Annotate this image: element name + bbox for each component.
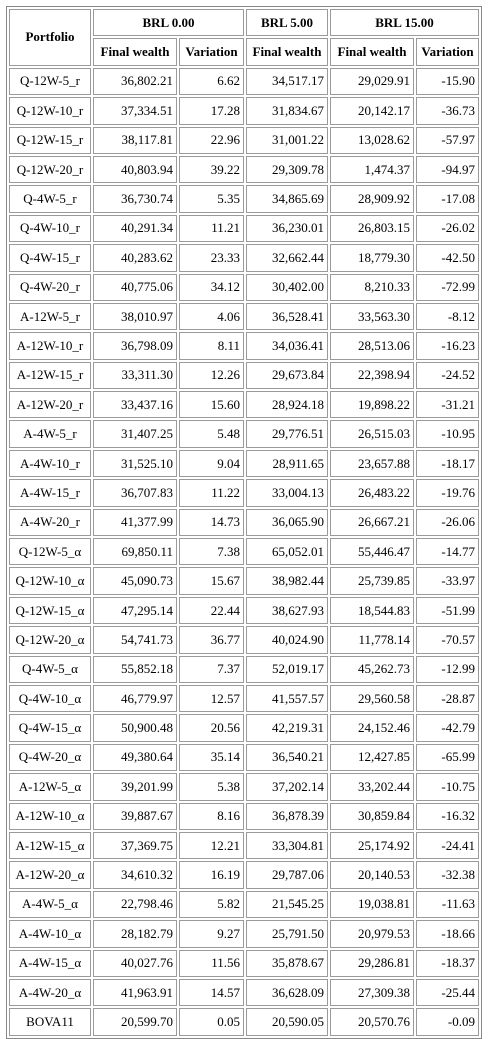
cell-variation-brl-0: 12.26 [179, 362, 244, 389]
cell-final-wealth-brl-15: 23,657.88 [330, 450, 414, 477]
cell-final-wealth-brl-15: 25,174.92 [330, 832, 414, 859]
cell-variation-brl-0: 5.35 [179, 185, 244, 212]
table-row [9, 861, 479, 888]
cell-final-wealth-brl-15: 29,286.81 [330, 950, 414, 977]
cell-final-wealth-brl-15: 33,202.44 [330, 773, 414, 800]
cell-final-wealth-brl-15: 22,398.94 [330, 362, 414, 389]
cell-final-wealth-brl-0: 31,525.10 [93, 450, 177, 477]
cell-final-wealth-brl-15: 30,859.84 [330, 803, 414, 830]
cell-final-wealth-brl-0: 22,798.46 [93, 891, 177, 918]
cell-final-wealth-brl-0: 36,707.83 [93, 479, 177, 506]
cell-variation-brl-15: -24.52 [416, 362, 479, 389]
cell-final-wealth-brl-5: 34,865.69 [246, 185, 328, 212]
cell-final-wealth-brl-0: 38,010.97 [93, 303, 177, 330]
cell-final-wealth-brl-5: 31,001.22 [246, 127, 328, 154]
cell-variation-brl-15: -70.57 [416, 626, 479, 653]
table-row [9, 950, 479, 977]
cell-final-wealth-brl-0: 54,741.73 [93, 626, 177, 653]
cell-final-wealth-brl-5: 33,004.13 [246, 479, 328, 506]
cell-final-wealth-brl-15: 28,909.92 [330, 185, 414, 212]
cell-variation-brl-0: 39.22 [179, 156, 244, 183]
cell-final-wealth-brl-15: 33,563.30 [330, 303, 414, 330]
table-row [9, 479, 479, 506]
cell-final-wealth-brl-5: 42,219.31 [246, 714, 328, 741]
cell-final-wealth-brl-15: 8,210.33 [330, 274, 414, 301]
cell-variation-brl-15: -10.95 [416, 420, 479, 447]
header-group-brl-15: BRL 15.00 [330, 9, 479, 36]
header-final-wealth-brl-15: Final wealth [330, 38, 414, 65]
cell-final-wealth-brl-15: 12,427.85 [330, 744, 414, 771]
cell-portfolio: A-4W-15_α [9, 950, 91, 977]
cell-portfolio: Q-12W-20_α [9, 626, 91, 653]
table-row [9, 979, 479, 1006]
cell-final-wealth-brl-5: 25,791.50 [246, 920, 328, 947]
cell-portfolio: Q-4W-5_r [9, 185, 91, 212]
cell-final-wealth-brl-0: 41,377.99 [93, 509, 177, 536]
cell-final-wealth-brl-5: 20,590.05 [246, 1008, 328, 1035]
cell-variation-brl-0: 15.67 [179, 567, 244, 594]
table-row [9, 362, 479, 389]
cell-final-wealth-brl-5: 40,024.90 [246, 626, 328, 653]
cell-final-wealth-brl-0: 40,291.34 [93, 215, 177, 242]
cell-final-wealth-brl-15: 1,474.37 [330, 156, 414, 183]
cell-final-wealth-brl-0: 33,437.16 [93, 391, 177, 418]
cell-final-wealth-brl-5: 36,878.39 [246, 803, 328, 830]
cell-variation-brl-15: -8.12 [416, 303, 479, 330]
cell-variation-brl-15: -0.09 [416, 1008, 479, 1035]
cell-portfolio: Q-4W-20_α [9, 744, 91, 771]
cell-final-wealth-brl-5: 37,202.14 [246, 773, 328, 800]
cell-final-wealth-brl-15: 18,779.30 [330, 244, 414, 271]
cell-variation-brl-15: -42.79 [416, 714, 479, 741]
cell-final-wealth-brl-15: 26,515.03 [330, 420, 414, 447]
cell-variation-brl-0: 9.27 [179, 920, 244, 947]
cell-variation-brl-15: -31.21 [416, 391, 479, 418]
table-row [9, 97, 479, 124]
table-row [9, 803, 479, 830]
cell-portfolio: A-4W-15_r [9, 479, 91, 506]
cell-variation-brl-15: -25.44 [416, 979, 479, 1006]
cell-final-wealth-brl-5: 33,304.81 [246, 832, 328, 859]
cell-variation-brl-0: 12.57 [179, 685, 244, 712]
cell-final-wealth-brl-15: 26,483.22 [330, 479, 414, 506]
cell-portfolio: A-4W-5_α [9, 891, 91, 918]
header-portfolio: Portfolio [9, 9, 91, 66]
table-row [9, 274, 479, 301]
cell-variation-brl-15: -10.75 [416, 773, 479, 800]
cell-variation-brl-15: -15.90 [416, 68, 479, 95]
cell-variation-brl-0: 14.73 [179, 509, 244, 536]
cell-variation-brl-0: 8.16 [179, 803, 244, 830]
cell-final-wealth-brl-15: 11,778.14 [330, 626, 414, 653]
cell-variation-brl-0: 36.77 [179, 626, 244, 653]
cell-variation-brl-15: -18.37 [416, 950, 479, 977]
table-row [9, 891, 479, 918]
cell-final-wealth-brl-15: 24,152.46 [330, 714, 414, 741]
cell-final-wealth-brl-15: 20,140.53 [330, 861, 414, 888]
cell-portfolio: A-12W-20_r [9, 391, 91, 418]
cell-variation-brl-15: -72.99 [416, 274, 479, 301]
cell-final-wealth-brl-15: 25,739.85 [330, 567, 414, 594]
cell-variation-brl-15: -28.87 [416, 685, 479, 712]
cell-final-wealth-brl-0: 45,090.73 [93, 567, 177, 594]
cell-portfolio: A-12W-10_r [9, 332, 91, 359]
header-variation-brl-0: Variation [179, 38, 244, 65]
cell-portfolio: Q-4W-5_α [9, 656, 91, 683]
cell-variation-brl-15: -32.38 [416, 861, 479, 888]
cell-final-wealth-brl-15: 20,979.53 [330, 920, 414, 947]
header-final-wealth-brl-0: Final wealth [93, 38, 177, 65]
cell-variation-brl-15: -16.23 [416, 332, 479, 359]
cell-final-wealth-brl-0: 47,295.14 [93, 597, 177, 624]
cell-variation-brl-15: -24.41 [416, 832, 479, 859]
header-final-wealth-brl-5: Final wealth [246, 38, 328, 65]
cell-portfolio: Q-4W-10_α [9, 685, 91, 712]
cell-variation-brl-15: -18.66 [416, 920, 479, 947]
cell-variation-brl-15: -33.97 [416, 567, 479, 594]
cell-final-wealth-brl-5: 30,402.00 [246, 274, 328, 301]
cell-variation-brl-0: 11.56 [179, 950, 244, 977]
cell-portfolio: Q-4W-15_α [9, 714, 91, 741]
cell-final-wealth-brl-0: 33,311.30 [93, 362, 177, 389]
table-row [9, 567, 479, 594]
cell-final-wealth-brl-5: 35,878.67 [246, 950, 328, 977]
cell-final-wealth-brl-15: 18,544.83 [330, 597, 414, 624]
cell-variation-brl-15: -36.73 [416, 97, 479, 124]
cell-variation-brl-15: -16.32 [416, 803, 479, 830]
cell-variation-brl-15: -42.50 [416, 244, 479, 271]
cell-portfolio: BOVA11 [9, 1008, 91, 1035]
cell-variation-brl-15: -19.76 [416, 479, 479, 506]
cell-variation-brl-0: 8.11 [179, 332, 244, 359]
table-row [9, 685, 479, 712]
cell-final-wealth-brl-5: 32,662.44 [246, 244, 328, 271]
cell-final-wealth-brl-15: 55,446.47 [330, 538, 414, 565]
cell-portfolio: A-4W-5_r [9, 420, 91, 447]
cell-final-wealth-brl-5: 36,065.90 [246, 509, 328, 536]
cell-variation-brl-0: 5.48 [179, 420, 244, 447]
cell-variation-brl-0: 35.14 [179, 744, 244, 771]
cell-final-wealth-brl-15: 26,667.21 [330, 509, 414, 536]
table-header [9, 9, 479, 66]
table-row [9, 215, 479, 242]
table-row [9, 420, 479, 447]
table-row [9, 656, 479, 683]
cell-final-wealth-brl-5: 65,052.01 [246, 538, 328, 565]
cell-variation-brl-15: -17.08 [416, 185, 479, 212]
cell-final-wealth-brl-15: 19,038.81 [330, 891, 414, 918]
cell-final-wealth-brl-5: 29,673.84 [246, 362, 328, 389]
cell-variation-brl-15: -57.97 [416, 127, 479, 154]
cell-portfolio: Q-12W-20_r [9, 156, 91, 183]
cell-final-wealth-brl-0: 31,407.25 [93, 420, 177, 447]
cell-portfolio: A-12W-15_α [9, 832, 91, 859]
cell-final-wealth-brl-0: 55,852.18 [93, 656, 177, 683]
cell-variation-brl-0: 34.12 [179, 274, 244, 301]
table-row [9, 244, 479, 271]
cell-portfolio: Q-12W-10_α [9, 567, 91, 594]
cell-portfolio: Q-4W-10_r [9, 215, 91, 242]
cell-variation-brl-15: -94.97 [416, 156, 479, 183]
cell-portfolio: A-12W-5_r [9, 303, 91, 330]
cell-portfolio: Q-12W-15_α [9, 597, 91, 624]
cell-final-wealth-brl-5: 38,982.44 [246, 567, 328, 594]
table-row [9, 626, 479, 653]
cell-final-wealth-brl-15: 29,029.91 [330, 68, 414, 95]
cell-portfolio: A-4W-10_r [9, 450, 91, 477]
cell-final-wealth-brl-0: 46,779.97 [93, 685, 177, 712]
cell-variation-brl-0: 15.60 [179, 391, 244, 418]
cell-final-wealth-brl-0: 39,887.67 [93, 803, 177, 830]
cell-final-wealth-brl-0: 39,201.99 [93, 773, 177, 800]
cell-variation-brl-0: 22.44 [179, 597, 244, 624]
cell-portfolio: A-12W-10_α [9, 803, 91, 830]
cell-final-wealth-brl-15: 29,560.58 [330, 685, 414, 712]
cell-variation-brl-0: 0.05 [179, 1008, 244, 1035]
table-row [9, 450, 479, 477]
cell-final-wealth-brl-5: 28,911.65 [246, 450, 328, 477]
cell-final-wealth-brl-5: 36,540.21 [246, 744, 328, 771]
cell-variation-brl-0: 16.19 [179, 861, 244, 888]
cell-variation-brl-0: 11.22 [179, 479, 244, 506]
table-row [9, 832, 479, 859]
cell-final-wealth-brl-0: 36,730.74 [93, 185, 177, 212]
table-row [9, 773, 479, 800]
cell-final-wealth-brl-5: 29,776.51 [246, 420, 328, 447]
cell-portfolio: Q-4W-15_r [9, 244, 91, 271]
cell-final-wealth-brl-0: 41,963.91 [93, 979, 177, 1006]
cell-final-wealth-brl-5: 41,557.57 [246, 685, 328, 712]
cell-final-wealth-brl-0: 20,599.70 [93, 1008, 177, 1035]
cell-final-wealth-brl-15: 13,028.62 [330, 127, 414, 154]
cell-final-wealth-brl-5: 21,545.25 [246, 891, 328, 918]
table-row [9, 744, 479, 771]
cell-portfolio: A-12W-20_α [9, 861, 91, 888]
table-row [9, 185, 479, 212]
table-row [9, 391, 479, 418]
cell-variation-brl-15: -11.63 [416, 891, 479, 918]
cell-final-wealth-brl-5: 36,528.41 [246, 303, 328, 330]
cell-final-wealth-brl-0: 37,369.75 [93, 832, 177, 859]
cell-portfolio: A-4W-20_r [9, 509, 91, 536]
cell-final-wealth-brl-0: 40,283.62 [93, 244, 177, 271]
cell-final-wealth-brl-15: 20,142.17 [330, 97, 414, 124]
table-row [9, 714, 479, 741]
cell-variation-brl-15: -51.99 [416, 597, 479, 624]
results-table-container [6, 6, 482, 1039]
table-row [9, 303, 479, 330]
cell-portfolio: A-12W-5_α [9, 773, 91, 800]
table-row [9, 332, 479, 359]
cell-final-wealth-brl-5: 31,834.67 [246, 97, 328, 124]
results-table [6, 6, 482, 1039]
cell-final-wealth-brl-5: 34,517.17 [246, 68, 328, 95]
cell-variation-brl-15: -26.06 [416, 509, 479, 536]
cell-variation-brl-0: 20.56 [179, 714, 244, 741]
cell-variation-brl-15: -18.17 [416, 450, 479, 477]
table-row [9, 127, 479, 154]
header-group-brl-0: BRL 0.00 [93, 9, 244, 36]
cell-variation-brl-0: 11.21 [179, 215, 244, 242]
cell-variation-brl-0: 5.82 [179, 891, 244, 918]
cell-final-wealth-brl-15: 20,570.76 [330, 1008, 414, 1035]
cell-variation-brl-0: 12.21 [179, 832, 244, 859]
table-row [9, 68, 479, 95]
cell-portfolio: Q-12W-5_r [9, 68, 91, 95]
cell-portfolio: A-4W-20_α [9, 979, 91, 1006]
cell-final-wealth-brl-15: 19,898.22 [330, 391, 414, 418]
table-row [9, 156, 479, 183]
cell-final-wealth-brl-5: 52,019.17 [246, 656, 328, 683]
cell-portfolio: Q-12W-15_r [9, 127, 91, 154]
header-variation-brl-15: Variation [416, 38, 479, 65]
cell-final-wealth-brl-5: 29,309.78 [246, 156, 328, 183]
cell-final-wealth-brl-0: 28,182.79 [93, 920, 177, 947]
cell-variation-brl-15: -26.02 [416, 215, 479, 242]
cell-variation-brl-0: 7.38 [179, 538, 244, 565]
cell-final-wealth-brl-5: 29,787.06 [246, 861, 328, 888]
cell-final-wealth-brl-0: 40,803.94 [93, 156, 177, 183]
table-row [9, 597, 479, 624]
cell-final-wealth-brl-5: 28,924.18 [246, 391, 328, 418]
cell-variation-brl-0: 14.57 [179, 979, 244, 1006]
table-row [9, 538, 479, 565]
table-row [9, 509, 479, 536]
cell-final-wealth-brl-0: 40,027.76 [93, 950, 177, 977]
cell-final-wealth-brl-5: 36,230.01 [246, 215, 328, 242]
cell-portfolio: Q-12W-10_r [9, 97, 91, 124]
cell-variation-brl-15: -65.99 [416, 744, 479, 771]
cell-final-wealth-brl-0: 69,850.11 [93, 538, 177, 565]
cell-final-wealth-brl-5: 34,036.41 [246, 332, 328, 359]
cell-variation-brl-15: -14.77 [416, 538, 479, 565]
cell-final-wealth-brl-5: 38,627.93 [246, 597, 328, 624]
table-row [9, 1008, 479, 1035]
cell-variation-brl-15: -12.99 [416, 656, 479, 683]
cell-final-wealth-brl-15: 28,513.06 [330, 332, 414, 359]
cell-final-wealth-brl-0: 36,798.09 [93, 332, 177, 359]
cell-portfolio: Q-12W-5_α [9, 538, 91, 565]
cell-variation-brl-0: 6.62 [179, 68, 244, 95]
cell-portfolio: Q-4W-20_r [9, 274, 91, 301]
cell-final-wealth-brl-0: 34,610.32 [93, 861, 177, 888]
cell-final-wealth-brl-5: 36,628.09 [246, 979, 328, 1006]
cell-final-wealth-brl-15: 45,262.73 [330, 656, 414, 683]
cell-portfolio: A-4W-10_α [9, 920, 91, 947]
cell-variation-brl-0: 5.38 [179, 773, 244, 800]
cell-final-wealth-brl-0: 36,802.21 [93, 68, 177, 95]
cell-portfolio: A-12W-15_r [9, 362, 91, 389]
cell-variation-brl-0: 9.04 [179, 450, 244, 477]
header-row-groups [9, 9, 479, 36]
cell-final-wealth-brl-0: 40,775.06 [93, 274, 177, 301]
header-group-brl-5: BRL 5.00 [246, 9, 328, 36]
cell-variation-brl-0: 22.96 [179, 127, 244, 154]
cell-variation-brl-0: 17.28 [179, 97, 244, 124]
cell-final-wealth-brl-0: 50,900.48 [93, 714, 177, 741]
cell-final-wealth-brl-0: 49,380.64 [93, 744, 177, 771]
table-row [9, 920, 479, 947]
cell-final-wealth-brl-15: 26,803.15 [330, 215, 414, 242]
cell-variation-brl-0: 7.37 [179, 656, 244, 683]
cell-final-wealth-brl-0: 37,334.51 [93, 97, 177, 124]
cell-variation-brl-0: 4.06 [179, 303, 244, 330]
cell-variation-brl-0: 23.33 [179, 244, 244, 271]
table-body [9, 68, 479, 1036]
cell-final-wealth-brl-15: 27,309.38 [330, 979, 414, 1006]
cell-final-wealth-brl-0: 38,117.81 [93, 127, 177, 154]
